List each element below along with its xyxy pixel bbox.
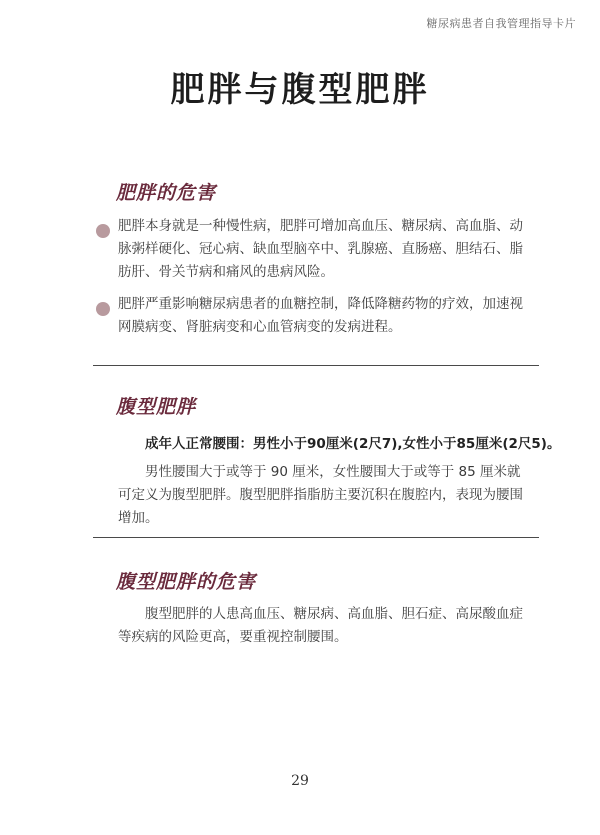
bullet-icon bbox=[96, 224, 110, 238]
page-title: 肥胖与腹型肥胖 bbox=[170, 70, 430, 110]
abdominal-description: 男性腰围大于或等于 90 厘米，女性腰围大于或等于 85 厘米就可定义为腹型肥胖。腹型肥胖指脂肪主要沉积在腹腔内，表现为腰围增加。 bbox=[118, 464, 523, 526]
harm-item-1: 肥胖本身就是一种慢性病，肥胖可增加高血压、糖尿病、高血脂、动脉粥样硬化、冠心病、缺血型脑卒中、乳腺癌、直肠癌、胆结石、脂肪肝、骨关节病和痛风的患病风险。 bbox=[118, 218, 523, 280]
section-title-abdominal: 腹型肥胖 bbox=[116, 396, 197, 418]
normal-waist-statement: 成年人正常腰围：男性小于90厘米(2尺7),女性小于85厘米(2尺5)。 bbox=[145, 436, 561, 452]
section-title-harm: 肥胖的危害 bbox=[116, 182, 217, 204]
divider bbox=[93, 365, 539, 366]
bullet-icon bbox=[96, 302, 110, 316]
header-card-title: 糖尿病患者自我管理指导卡片 bbox=[426, 17, 576, 30]
section-title-abdominal-harm: 腹型肥胖的危害 bbox=[116, 571, 257, 593]
divider bbox=[93, 537, 539, 538]
page-number: 29 bbox=[291, 773, 309, 789]
abdominal-harm-description: 腹型肥胖的人患高血压、糖尿病、高血脂、胆石症、高尿酸血症等疾病的风险更高，要重视控制腰围。 bbox=[118, 606, 523, 645]
harm-item-2: 肥胖严重影响糖尿病患者的血糖控制，降低降糖药物的疗效，加速视网膜病变、肾脏病变和心血管病变的发病进程。 bbox=[118, 296, 523, 335]
